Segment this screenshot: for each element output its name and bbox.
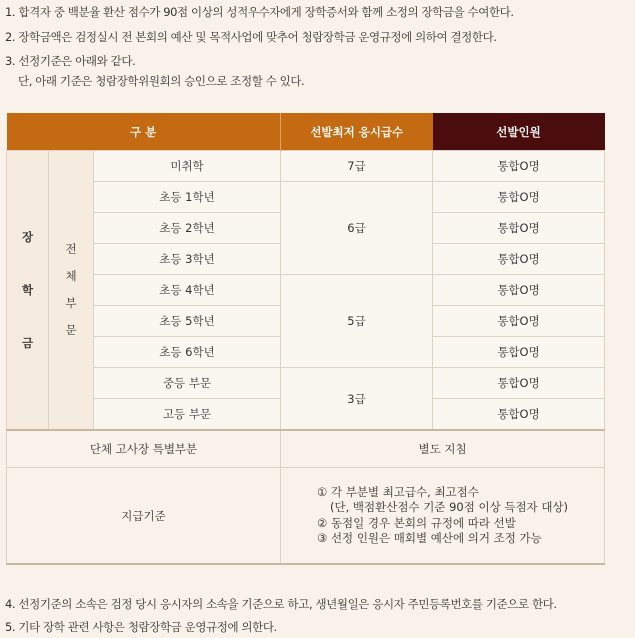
row-count: 통합O명 <box>433 399 605 431</box>
header-gubun: 구 분 <box>7 113 281 151</box>
table-row <box>7 182 605 213</box>
row-count: 통합O명 <box>433 244 605 275</box>
rowgroup-char: 학 <box>21 282 34 297</box>
table-row <box>7 275 605 306</box>
header-selection-count: 선발인원 <box>433 113 605 151</box>
row-grade: 5급 <box>281 275 433 368</box>
row-item: 초등 3학년 <box>94 244 281 275</box>
criteria-line: ② 동점일 경우 본회의 규정에 따라 선발 <box>316 515 516 530</box>
row-item: 미취학 <box>94 151 281 182</box>
note-4: 4. 선정기준의 소속은 검정 당시 응시자의 소속을 기준으로 하고, 생년월일은 응시자 주민등록번호를 기준으로 한다. <box>5 597 557 611</box>
criteria-line: ① 각 부분별 최고급수, 최고점수 <box>316 484 479 499</box>
special-section-value: 별도 지침 <box>281 430 605 468</box>
row-count: 통합O명 <box>433 182 605 213</box>
special-section-label: 단체 고사장 특별부분 <box>7 430 281 468</box>
scholarship-table <box>6 113 605 565</box>
row-item: 초등 6학년 <box>94 337 281 368</box>
criteria-content <box>281 468 605 565</box>
special-section-row <box>7 430 605 468</box>
note-2: 2. 장학금액은 검정실시 전 본회의 예산 및 목적사업에 맞추어 청람장학금 운영규정에 의하여 결정한다. <box>5 30 497 44</box>
row-item: 중등 부문 <box>94 368 281 399</box>
row-count: 통합O명 <box>433 275 605 306</box>
row-count: 통합O명 <box>433 337 605 368</box>
row-grade: 3급 <box>281 368 433 431</box>
criteria-label: 지급기준 <box>7 468 281 565</box>
criteria-line: (단, 백점환산점수 기준 90점 이상 득점자 대상) <box>329 500 569 514</box>
table-header-row <box>7 113 605 151</box>
table-row <box>7 368 605 399</box>
criteria-row <box>7 468 605 565</box>
criteria-line: ③ 선정 인원은 매회별 예산에 의거 조정 가능 <box>316 531 542 545</box>
subgroup-char: 체 <box>65 269 77 283</box>
row-item: 초등 1학년 <box>94 182 281 213</box>
row-item: 초등 2학년 <box>94 213 281 244</box>
note-5: 5. 기타 장학 관련 사항은 청람장학금 운영규정에 의한다. <box>5 620 277 634</box>
row-grade: 7급 <box>281 151 433 182</box>
subgroup-char: 부 <box>65 296 77 310</box>
row-count: 통합O명 <box>433 368 605 399</box>
rowgroup-char: 장 <box>21 229 34 244</box>
row-count: 통합O명 <box>433 151 605 182</box>
subgroup-char: 전 <box>65 242 77 256</box>
row-count: 통합O명 <box>433 213 605 244</box>
header-min-grade: 선발최저 응시급수 <box>281 113 433 151</box>
note-3-sub: 단, 아래 기준은 청람장학위원회의 승인으로 조정할 수 있다. <box>18 74 305 88</box>
rowgroup-scholarship <box>7 151 49 431</box>
table-row <box>7 151 605 182</box>
subgroup-char: 문 <box>65 323 77 337</box>
rowgroup-char: 금 <box>21 335 34 350</box>
row-item: 초등 4학년 <box>94 275 281 306</box>
row-item: 초등 5학년 <box>94 306 281 337</box>
note-1: 1. 합격자 중 백분율 환산 점수가 90점 이상의 성적우수자에게 장학증서와 함께 소정의 장학금을 수여한다. <box>5 5 514 19</box>
row-item: 고등 부문 <box>94 399 281 431</box>
note-3: 3. 선정기준은 아래와 같다. <box>5 54 136 68</box>
subgroup-all-divisions <box>49 151 94 431</box>
row-count: 통합O명 <box>433 306 605 337</box>
row-grade: 6급 <box>281 182 433 275</box>
